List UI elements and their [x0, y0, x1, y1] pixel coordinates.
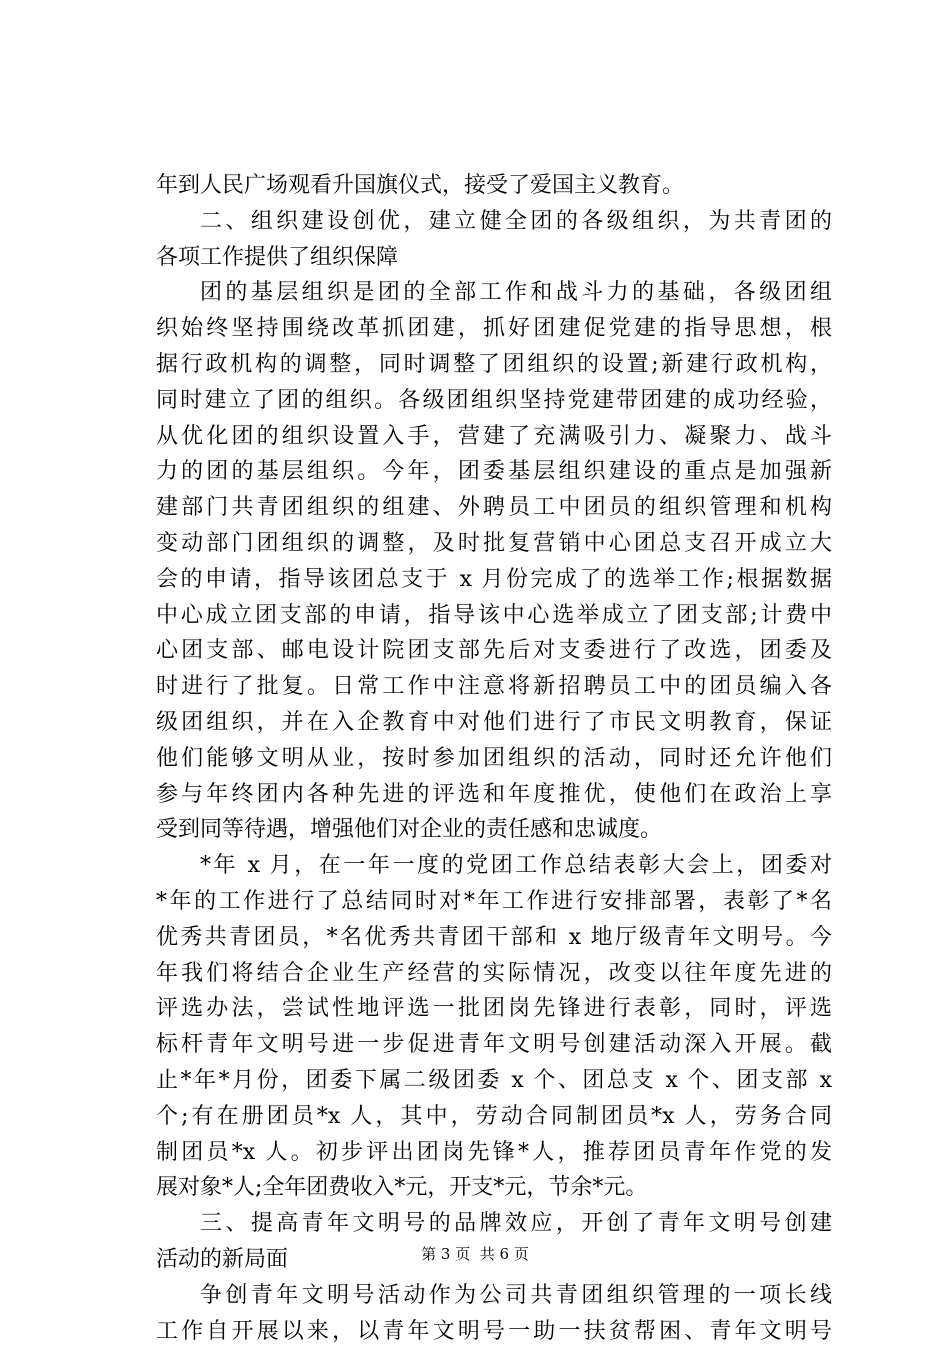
text-line: 二、组织建设创优，建立健全团的各级组织，为共青团的: [156, 204, 832, 240]
text-line: 个;有在册团员*x 人，其中，劳动合同制团员*x 人，劳务合同: [156, 1099, 832, 1135]
text-line: 团的基层组织是团的全部工作和战斗力的基础，各级团组: [156, 275, 832, 311]
text-line: 心团支部、邮电设计院团支部先后对支委进行了改选，团委及: [156, 633, 832, 669]
text-line: 时进行了批复。日常工作中注意将新招聘员工中的团员编入各: [156, 669, 832, 705]
text-line: 他们能够文明从业，按时参加团组织的活动，同时还允许他们: [156, 741, 832, 777]
text-line: 活动的新局面: [156, 1242, 832, 1278]
text-line: 参与年终团内各种先进的评选和年度推优，使他们在政治上享: [156, 777, 832, 813]
text-line: *年 x 月，在一年一度的党团工作总结表彰大会上，团委对: [156, 848, 832, 884]
text-line: 受到同等待遇，增强他们对企业的责任感和忠诚度。: [156, 812, 832, 848]
text-line: 止*年*月份，团委下属二级团委 x 个、团总支 x 个、团支部 x: [156, 1063, 832, 1099]
text-line: 建部门共青团组织的组建、外聘员工中团员的组织管理和机构: [156, 490, 832, 526]
text-line: 年到人民广场观看升国旗仪式，接受了爱国主义教育。: [156, 168, 832, 204]
text-line: 展对象*人;全年团费收入*元，开支*元，节余*元。: [156, 1170, 832, 1206]
text-line: 各项工作提供了组织保障: [156, 240, 832, 276]
text-line: 标杆青年文明号进一步促进青年文明号创建活动深入开展。截: [156, 1027, 832, 1063]
text-line: 工作自开展以来，以青年文明号一助一扶贫帮困、青年文明号: [156, 1314, 832, 1349]
text-line: 力的团的基层组织。今年，团委基层组织建设的重点是加强新: [156, 454, 832, 490]
text-line: 评选办法，尝试性地评选一批团岗先锋进行表彰，同时，评选: [156, 991, 832, 1027]
text-line: 变动部门团组织的调整，及时批复营销中心团总支召开成立大: [156, 526, 832, 562]
text-line: *年的工作进行了总结同时对*年工作进行安排部署，表彰了*名: [156, 884, 832, 920]
text-line: 年我们将结合企业生产经营的实际情况，改变以往年度先进的: [156, 956, 832, 992]
text-line: 中心成立团支部的申请，指导该中心选举成立了团支部;计费中: [156, 598, 832, 634]
text-line: 争创青年文明号活动作为公司共青团组织管理的一项长线: [156, 1278, 832, 1314]
text-line: 从优化团的组织设置入手，营建了充满吸引力、凝聚力、战斗: [156, 419, 832, 455]
text-line: 制团员*x 人。初步评出团岗先锋*人，推荐团员青年作党的发: [156, 1135, 832, 1171]
document-body: [156, 168, 832, 1349]
text-line: 同时建立了团的组织。各级团组织坚持党建带团建的成功经验，: [156, 383, 832, 419]
text-line: 优秀共青团员，*名优秀共青团干部和 x 地厅级青年文明号。今: [156, 920, 832, 956]
text-line: 三、提高青年文明号的品牌效应，开创了青年文明号创建: [156, 1206, 832, 1242]
text-line: 据行政机构的调整，同时调整了团组织的设置;新建行政机构，: [156, 347, 832, 383]
page-footer: 第 3 页 共 6 页: [0, 1244, 950, 1264]
text-line: 织始终坚持围绕改革抓团建，抓好团建促党建的指导思想，根: [156, 311, 832, 347]
text-line: 会的申请，指导该团总支于 x 月份完成了的选举工作;根据数据: [156, 562, 832, 598]
text-line: 级团组织，并在入企教育中对他们进行了市民文明教育，保证: [156, 705, 832, 741]
